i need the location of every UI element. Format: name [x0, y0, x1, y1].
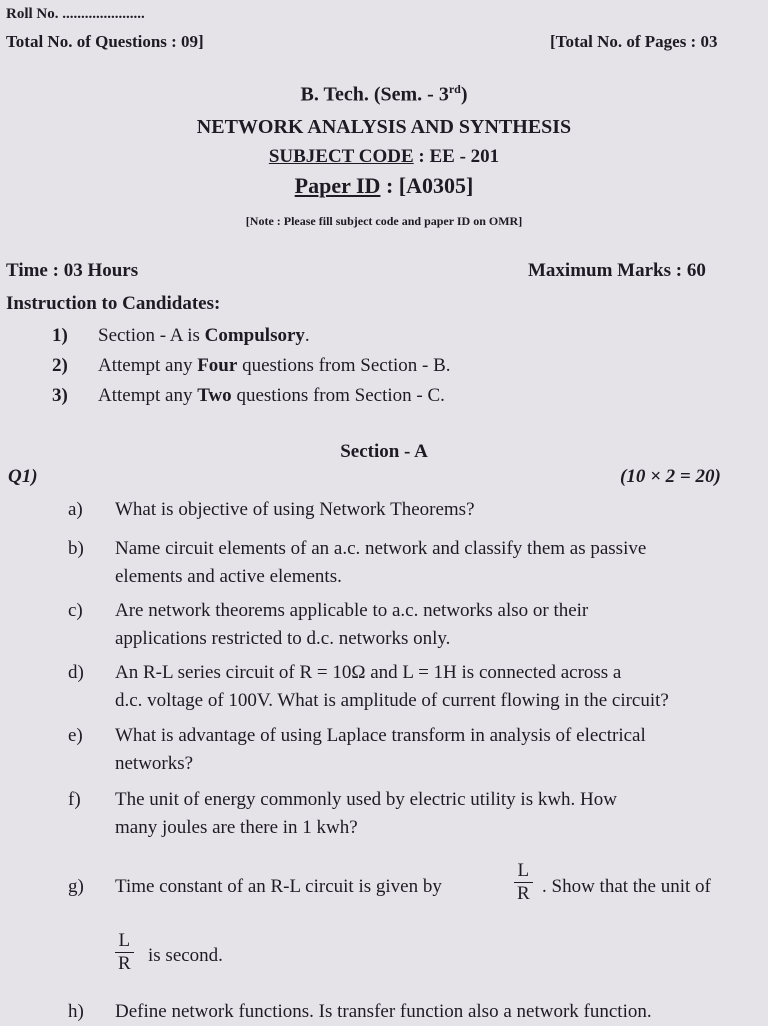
part-label: a) [68, 499, 83, 520]
instruction-text-bold: Two [197, 385, 232, 406]
instruction-text-post: . [304, 325, 310, 346]
part-line: Define network functions. Is transfer function also a network function. [115, 1001, 652, 1022]
part-label: d) [68, 662, 84, 683]
paper-id-label: Paper ID [294, 173, 381, 198]
total-pages: [Total No. of Pages : 03 [550, 32, 718, 51]
instruction-number: 3) [52, 385, 68, 406]
fraction-numerator: L [514, 860, 533, 883]
roll-number: Roll No. ...................... [6, 6, 145, 22]
fraction-numerator: L [115, 930, 134, 953]
part-line: networks? [115, 753, 194, 774]
instruction-number: 2) [52, 355, 68, 376]
subject-code-label: SUBJECT CODE [268, 146, 414, 167]
part-label: h) [68, 1001, 84, 1022]
part-line: many joules are there in 1 kwh? [115, 817, 358, 838]
instruction-text-pre: Attempt any [98, 385, 198, 406]
part-label: c) [68, 600, 83, 621]
part-label: e) [68, 725, 83, 746]
part-text [115, 659, 747, 715]
part-g-line2-post: is second. [148, 945, 223, 966]
subject-code [0, 146, 768, 168]
course-prefix: B. Tech. (Sem. - 3 [300, 83, 449, 106]
part-text [115, 535, 747, 591]
fraction-l-over-r [514, 860, 533, 905]
omr-note: [Note : Please fill subject code and paper ID on OMR] [245, 214, 523, 228]
part-line: What is advantage of using Laplace transform in analysis of electrical [115, 725, 646, 746]
course-title [0, 82, 768, 107]
fraction-l-over-r [115, 930, 134, 975]
part-line: elements and active elements. [115, 566, 342, 587]
paper-id-value: : [A0305] [380, 173, 474, 198]
subject-title: NETWORK ANALYSIS AND SYNTHESIS [196, 116, 572, 138]
section-a-heading: Section - A [340, 441, 428, 462]
part-text [115, 998, 747, 1026]
instruction-number: 1) [52, 325, 68, 346]
instruction-text-post: questions from Section - C. [231, 385, 445, 406]
course-suffix: ) [460, 83, 468, 106]
instruction-text-pre: Attempt any [98, 355, 198, 376]
subject-code-value: : EE - 201 [413, 146, 500, 167]
part-label: g) [68, 876, 84, 897]
instruction-text-pre: Section - A is [98, 325, 205, 346]
question-number: Q1) [8, 466, 38, 487]
part-text [115, 496, 747, 524]
part-line: The unit of energy commonly used by electric utility is kwh. How [115, 789, 617, 810]
part-g-line1-post: . Show that the unit of [542, 876, 711, 897]
part-line: Name circuit elements of an a.c. network and classify them as passive [115, 538, 647, 559]
part-label: b) [68, 538, 84, 559]
course-superscript: rd [448, 82, 461, 96]
fraction-denominator: R [118, 953, 131, 974]
part-line: d.c. voltage of 100V. What is amplitude of current flowing in the circuit? [115, 690, 669, 711]
part-line: Are network theorems applicable to a.c. networks also or their [115, 600, 589, 621]
instruction-text-post: questions from Section - B. [237, 355, 451, 376]
question-marks: (10 × 2 = 20) [620, 466, 721, 487]
part-label: f) [68, 789, 81, 810]
instructions-heading: Instruction to Candidates: [6, 293, 221, 314]
instruction-text-bold: Four [197, 355, 238, 376]
part-text [115, 597, 747, 653]
instruction-text [98, 325, 310, 347]
instruction-text [98, 385, 445, 407]
part-g-line1-pre: Time constant of an R-L circuit is given by [115, 876, 442, 897]
total-questions: Total No. of Questions : 09] [6, 32, 204, 51]
part-text [115, 786, 747, 842]
part-line: An R-L series circuit of R = 10Ω and L = 1H is connected across a [115, 662, 622, 683]
maximum-marks: Maximum Marks : 60 [528, 260, 706, 281]
part-line: What is objective of using Network Theorems? [115, 499, 475, 520]
instruction-text [98, 355, 451, 377]
paper-id [0, 173, 768, 199]
instruction-text-bold: Compulsory [204, 325, 305, 346]
fraction-denominator: R [517, 883, 530, 904]
part-text [115, 722, 747, 778]
part-line: applications restricted to d.c. networks only. [115, 628, 451, 649]
exam-time: Time : 03 Hours [6, 260, 139, 281]
